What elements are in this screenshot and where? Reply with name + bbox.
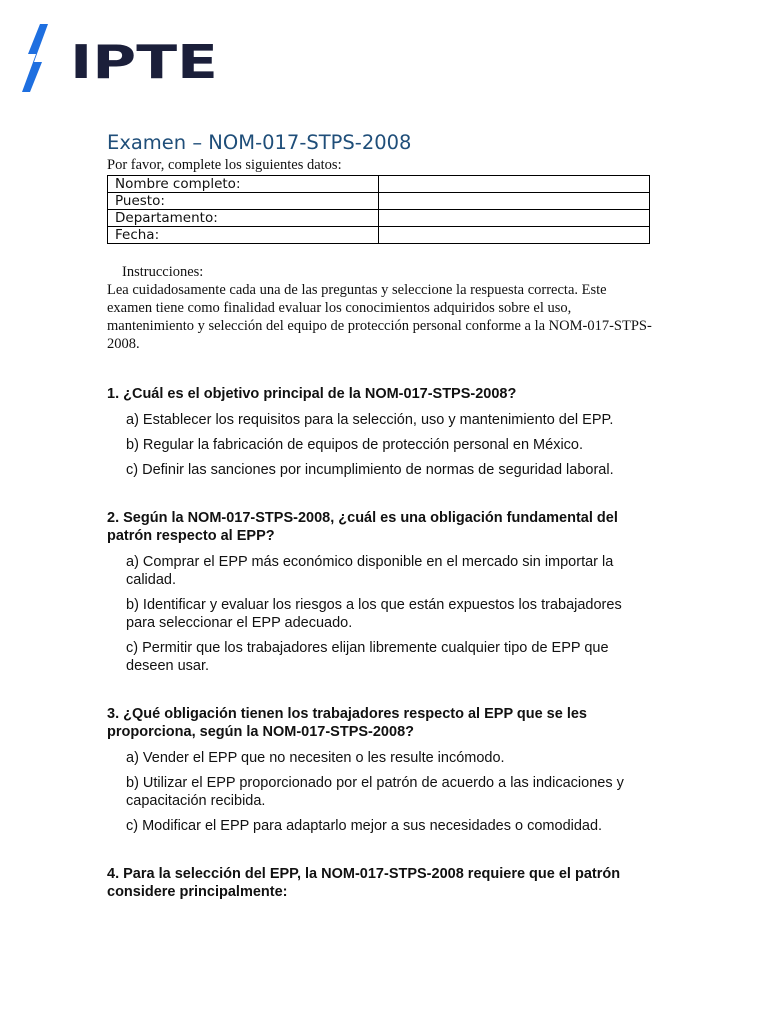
question-block [107, 865, 652, 901]
question-block [107, 385, 652, 479]
table-row [108, 227, 650, 244]
answer-option[interactable]: c) Definir las sanciones por incumplimiento de normas de seguridad laboral. [126, 462, 614, 478]
answer-option[interactable]: b) Regular la fabricación de equipos de protección personal en México. [126, 437, 584, 453]
answer-option[interactable]: b) Identificar y evaluar los riesgos a los que están expuestos los trabajadores para seleccionar el EPP adecuado. [126, 597, 622, 631]
instructions-text: Lea cuidadosamente cada una de las preguntas y seleccione la respuesta correcta. Este examen tiene como finalidad evaluar los conocimientos adquiridos sobre el uso, mantenimiento y selección del equipo de protección personal conforme a la NOM-017-STPS-2008. [107, 282, 652, 352]
question-title: 2. Según la NOM-017-STPS-2008, ¿cuál es una obligación fundamental del patrón respecto al EPP? [107, 510, 618, 544]
field-input-date[interactable] [379, 227, 650, 244]
answer-option[interactable]: a) Vender el EPP que no necesiten o les resulte incómodo. [126, 750, 505, 766]
answer-option[interactable]: a) Comprar el EPP más económico disponible en el mercado sin importar la calidad. [126, 554, 614, 588]
table-row [108, 176, 650, 193]
instructions-heading: Instrucciones: [122, 264, 204, 280]
field-input-department[interactable] [379, 210, 650, 227]
question-title: 4. Para la selección del EPP, la NOM-017-STPS-2008 requiere que el patrón considere principalmente: [107, 866, 621, 900]
answer-option[interactable]: a) Establecer los requisitos para la selección, uso y mantenimiento del EPP. [126, 412, 614, 428]
field-input-name[interactable] [379, 176, 650, 193]
page-title: Examen – NOM-017-STPS-2008 [107, 131, 412, 154]
question-block [107, 509, 652, 675]
answer-options [107, 749, 652, 835]
answer-option[interactable]: b) Utilizar el EPP proporcionado por el patrón de acuerdo a las indicaciones y capacitación recibida. [126, 775, 624, 809]
answer-options [107, 553, 652, 675]
field-input-position[interactable] [379, 193, 650, 210]
answer-options [107, 411, 652, 479]
document-content [107, 130, 652, 901]
field-label: Nombre completo: [108, 176, 379, 193]
question-title: 1. ¿Cuál es el objetivo principal de la NOM-017-STPS-2008? [107, 386, 517, 402]
form-intro: Por favor, complete los siguientes datos: [107, 157, 342, 173]
field-label: Puesto: [108, 193, 379, 210]
logo-text [70, 40, 220, 82]
answer-option[interactable]: c) Permitir que los trabajadores elijan libremente cualquier tipo de EPP que deseen usar. [126, 640, 609, 674]
question-title: 3. ¿Qué obligación tienen los trabajadores respecto al EPP que se les proporciona, según la NOM-017-STPS-2008? [107, 706, 588, 740]
table-row [108, 193, 650, 210]
field-label: Fecha: [108, 227, 379, 244]
question-block [107, 705, 652, 835]
personal-data-table [107, 175, 650, 244]
logo-wordmark: IPTE [70, 40, 218, 82]
answer-option[interactable]: c) Modificar el EPP para adaptarlo mejor a sus necesidades o comodidad. [126, 818, 603, 834]
table-row [108, 210, 650, 227]
field-label: Departamento: [108, 210, 379, 227]
